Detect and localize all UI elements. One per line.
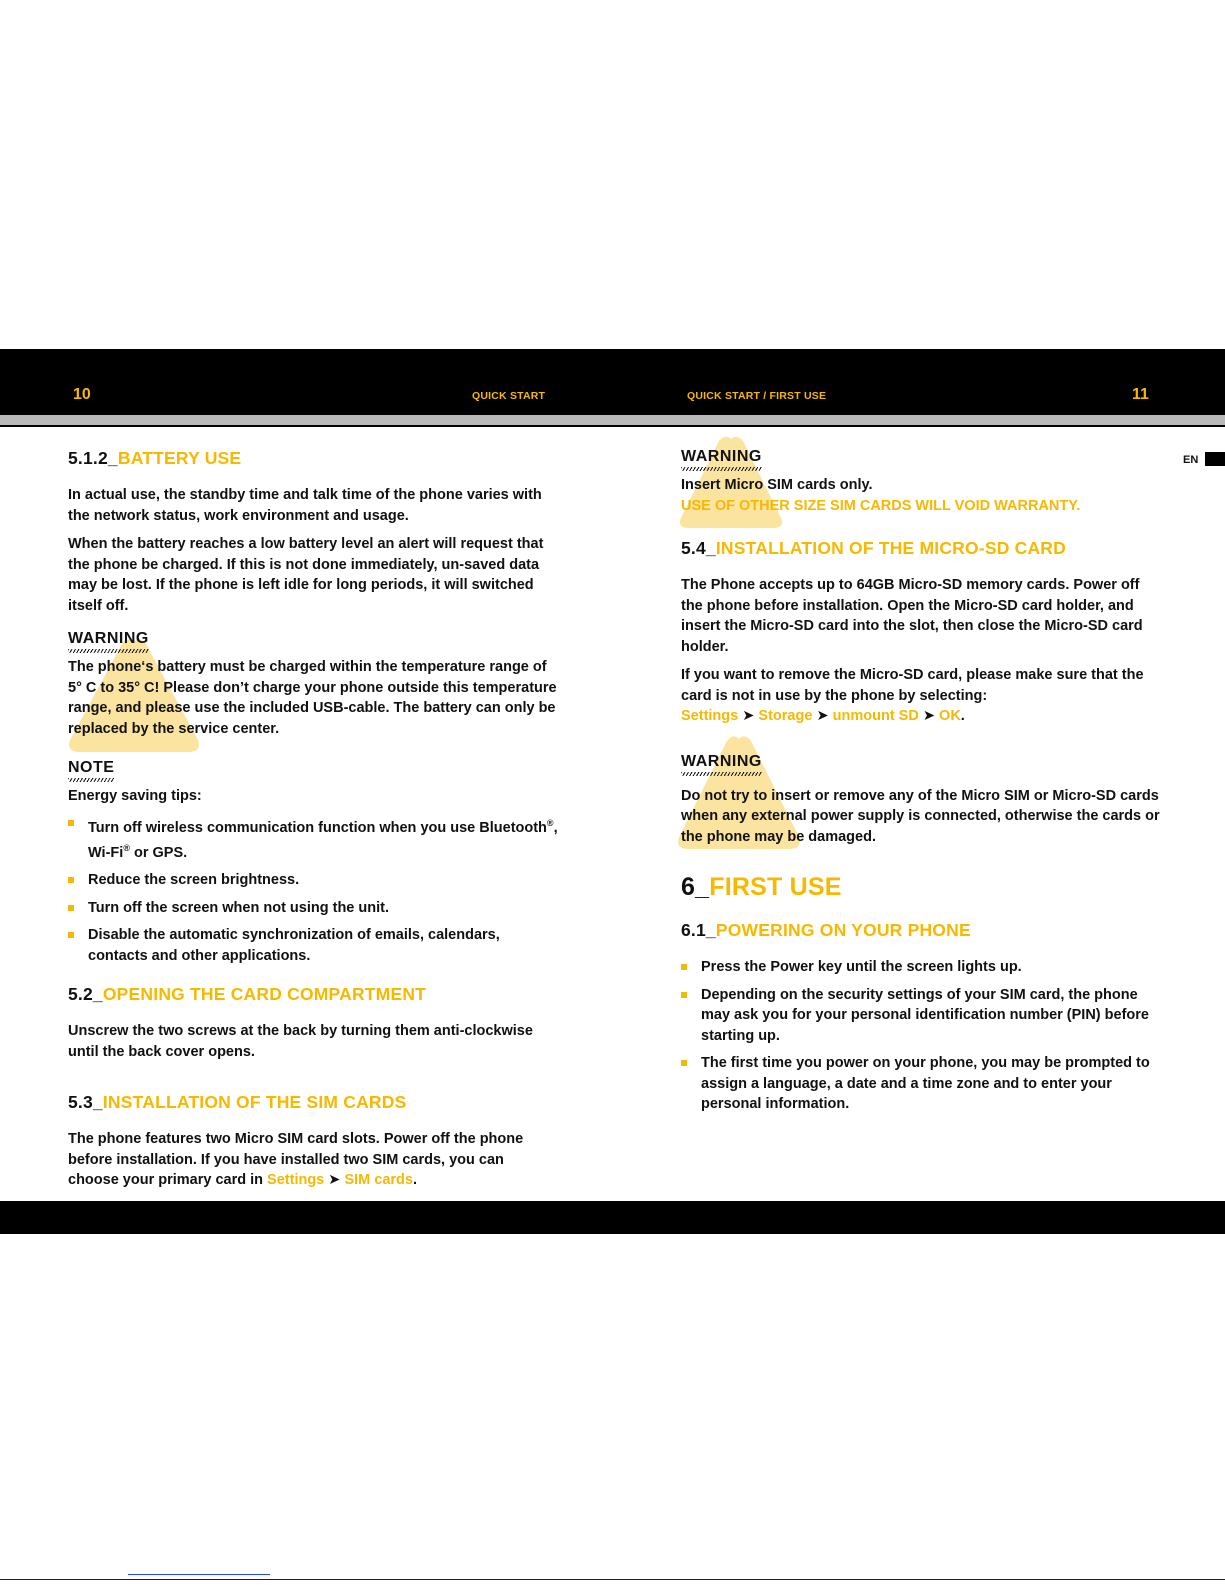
battery-warning-text: The phone‘s battery must be charged within the temperature range of 5° C to 35° C! Please don’t charge your phone outside this temperature range, and please use the included USB-cable. The battery can only be replaced by the service center. xyxy=(68,659,557,737)
arrow-right-icon: ➤ xyxy=(742,708,755,724)
power-supply-warning-text: Do not try to insert or remove any of the Micro SIM or Micro-SD cards when any external power supply is connected, otherwise the cards or the phone may be damaged. xyxy=(681,787,1160,845)
list-item: Disable the automatic synchronization of emails, calendars, contacts and other applications. xyxy=(68,925,558,966)
list-item: Turn off the screen when not using the unit. xyxy=(68,898,558,919)
unmount-path: Settings ➤ Storage ➤ unmount SD ➤ OK. xyxy=(681,708,965,724)
header-rule xyxy=(0,425,1225,427)
section-heading-card-compartment: 5.2_OPENING THE CARD COMPARTMENT xyxy=(68,984,427,1005)
arrow-right-icon: ➤ xyxy=(816,708,829,724)
list-item: Turn off wireless communication function when you use Bluetooth®, Wi-Fi® or GPS. xyxy=(68,813,558,864)
storage-path-item: Storage xyxy=(758,708,813,724)
note-block xyxy=(68,759,558,966)
chapter-heading-first-use: 6_FIRST USE xyxy=(681,873,842,901)
left-page-column xyxy=(68,448,558,1199)
footer-bar xyxy=(0,1201,1225,1234)
list-item: Reduce the screen brightness. xyxy=(68,870,558,891)
sim-warning-block xyxy=(681,448,1161,516)
battery-paragraph-1: In actual use, the standby time and talk time of the phone varies with the network status, work environment and usage. xyxy=(68,487,542,524)
list-item: The first time you power on your phone, you may be prompted to assign a language, a date and a time zone and to enter your personal information. xyxy=(681,1053,1161,1115)
battery-warning-label: WARNING xyxy=(68,630,149,653)
micro-sd-paragraph-1: The Phone accepts up to 64GB Micro-SD memory cards. Power off the phone before installation. Open the Micro-SD card holder, and insert the Micro-SD card into the slot, then close the Micro-SD card holder. xyxy=(681,577,1143,655)
sim-cards-path-item: SIM cards xyxy=(344,1172,413,1189)
card-compartment-text: Unscrew the two screws at the back by turning them anti-clockwise until the back cover opens. xyxy=(68,1023,533,1060)
left-running-title: QUICK START xyxy=(472,390,546,402)
power-supply-warning-label: WARNING xyxy=(681,753,762,776)
left-page-number: 10 xyxy=(73,386,91,403)
arrow-right-icon: ➤ xyxy=(328,1172,341,1189)
note-label: NOTE xyxy=(68,759,114,782)
right-page-column xyxy=(681,448,1161,1123)
header-bar xyxy=(0,349,1225,415)
section-heading-powering-on: 6.1_POWERING ON YOUR PHONE xyxy=(681,920,971,940)
language-tab-marker xyxy=(1205,452,1225,466)
section-heading-sim-cards: 5.3_INSTALLATION OF THE SIM CARDS xyxy=(68,1092,407,1113)
note-intro: Energy saving tips: xyxy=(68,788,202,804)
right-running-title: QUICK START / FIRST USE xyxy=(687,390,827,402)
powering-on-steps xyxy=(681,957,1161,1115)
sim-cards-text: The phone features two Micro SIM card slots. Power off the phone before installation. If you have installed two SIM cards, you can choose your primary card in Settings ➤ SIM cards. xyxy=(68,1131,524,1189)
sim-warranty-notice: USE OF OTHER SIZE SIM CARDS WILL VOID WARRANTY. xyxy=(681,497,1081,514)
power-supply-warning-block xyxy=(681,753,1161,848)
footer-link-underline xyxy=(128,1574,270,1575)
list-item: Depending on the security settings of your SIM card, the phone may ask you for your personal identification number (PIN) before starting up. xyxy=(681,985,1161,1047)
energy-tips-list xyxy=(68,813,558,967)
settings-path-item: Settings xyxy=(267,1172,325,1189)
settings-path-item: Settings xyxy=(681,708,739,724)
section-heading-battery-use: 5.1.2_BATTERY USE xyxy=(68,448,242,468)
arrow-right-icon: ➤ xyxy=(922,708,936,724)
unmount-sd-path-item: unmount SD xyxy=(832,708,919,724)
header-gray-band xyxy=(0,415,1225,425)
language-tab-label: EN xyxy=(1183,454,1199,466)
sim-warning-text: Insert Micro SIM cards only. xyxy=(681,477,873,493)
right-page-number: 11 xyxy=(1132,386,1149,403)
ok-path-item: OK xyxy=(939,708,961,724)
sim-warning-label: WARNING xyxy=(681,448,762,471)
battery-warning-block xyxy=(68,630,558,739)
section-heading-micro-sd: 5.4_INSTALLATION OF THE MICRO-SD CARD xyxy=(681,538,1066,558)
list-item: Press the Power key until the screen lights up. xyxy=(681,957,1161,978)
page-bottom-rule xyxy=(0,1579,1225,1580)
micro-sd-paragraph-2: If you want to remove the Micro-SD card, please make sure that the card is not in use by the phone by selecting: xyxy=(681,667,1144,704)
battery-paragraph-2: When the battery reaches a low battery level an alert will request that the phone be charged. If this is not done immediately, un-saved data may be lost. If the phone is left idle for long periods, it will switched itself off. xyxy=(68,536,544,614)
